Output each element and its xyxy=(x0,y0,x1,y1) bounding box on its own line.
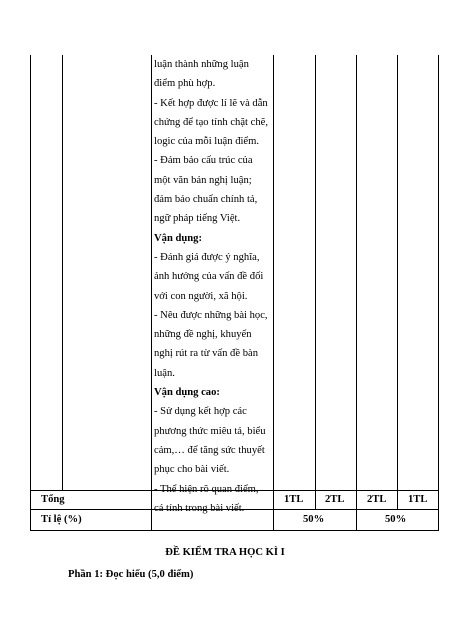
criteria-line: cảm,… để tăng sức thuyết xyxy=(154,444,265,456)
ratio-value-2: 50% xyxy=(385,514,407,525)
ratio-value-1: 50% xyxy=(303,514,325,525)
section-title: Phần 1: Đọc hiểu (5,0 điểm) xyxy=(68,569,194,580)
criteria-heading: Vận dụng: xyxy=(154,232,202,244)
table-bottom-border xyxy=(30,530,439,531)
table-column-divider xyxy=(273,55,274,531)
ratio-row-label: Tỉ lệ (%) xyxy=(41,514,82,525)
total-value-4: 1TL xyxy=(408,494,428,505)
criteria-line: đảm bảo chuẩn chính tả, xyxy=(154,194,258,206)
table-column-divider xyxy=(356,55,357,531)
criteria-line: ngữ pháp tiếng Việt. xyxy=(154,213,241,225)
criteria-line: cá tính trong bài viết. xyxy=(154,502,245,514)
table-column-divider xyxy=(151,55,152,531)
criteria-line: nghị rút ra từ vấn đề bàn xyxy=(154,348,258,360)
total-row-label: Tổng xyxy=(41,494,65,505)
criteria-line: - Đảm bảo cấu trúc của xyxy=(154,155,253,167)
criteria-line: logic của mỗi luận điểm. xyxy=(154,136,260,148)
criteria-line: ảnh hưởng của vấn đề đối xyxy=(154,271,264,283)
table-right-border xyxy=(438,55,439,531)
exam-title: ĐỀ KIỂM TRA HỌC KÌ I xyxy=(165,547,285,558)
criteria-line: luận thành những luận xyxy=(154,59,249,70)
total-value-2: 2TL xyxy=(325,494,345,505)
criteria-line: - Sử dụng kết hợp các xyxy=(154,406,247,418)
criteria-line: những đề nghị, khuyến xyxy=(154,329,252,341)
criteria-line: - Đánh giá được ý nghĩa, xyxy=(154,251,260,263)
table-left-border xyxy=(30,55,31,531)
table-column-divider xyxy=(315,55,316,510)
total-value-1: 1TL xyxy=(284,494,304,505)
total-value-3: 2TL xyxy=(367,494,387,505)
criteria-line: - Thể hiện rõ quan điểm, xyxy=(154,483,259,495)
criteria-line: phương thức miêu tả, biểu xyxy=(154,425,266,437)
table-column-divider xyxy=(62,55,63,491)
assessment-criteria-cell xyxy=(154,55,271,518)
criteria-line: với con người, xã hội. xyxy=(154,290,248,302)
criteria-line: - Nêu được những bài học, xyxy=(154,309,268,321)
criteria-line: phục cho bài viết. xyxy=(154,464,230,476)
criteria-line: điểm phù hợp. xyxy=(154,78,216,90)
criteria-line: một văn bản nghị luận; xyxy=(154,174,252,186)
criteria-line: chứng để tạo tính chặt chẽ, xyxy=(154,116,268,128)
criteria-line: luận. xyxy=(154,367,175,379)
criteria-line: - Kết hợp được lí lẽ và dẫn xyxy=(154,97,268,109)
table-column-divider xyxy=(397,55,398,510)
criteria-heading: Vận dụng cao: xyxy=(154,387,220,399)
